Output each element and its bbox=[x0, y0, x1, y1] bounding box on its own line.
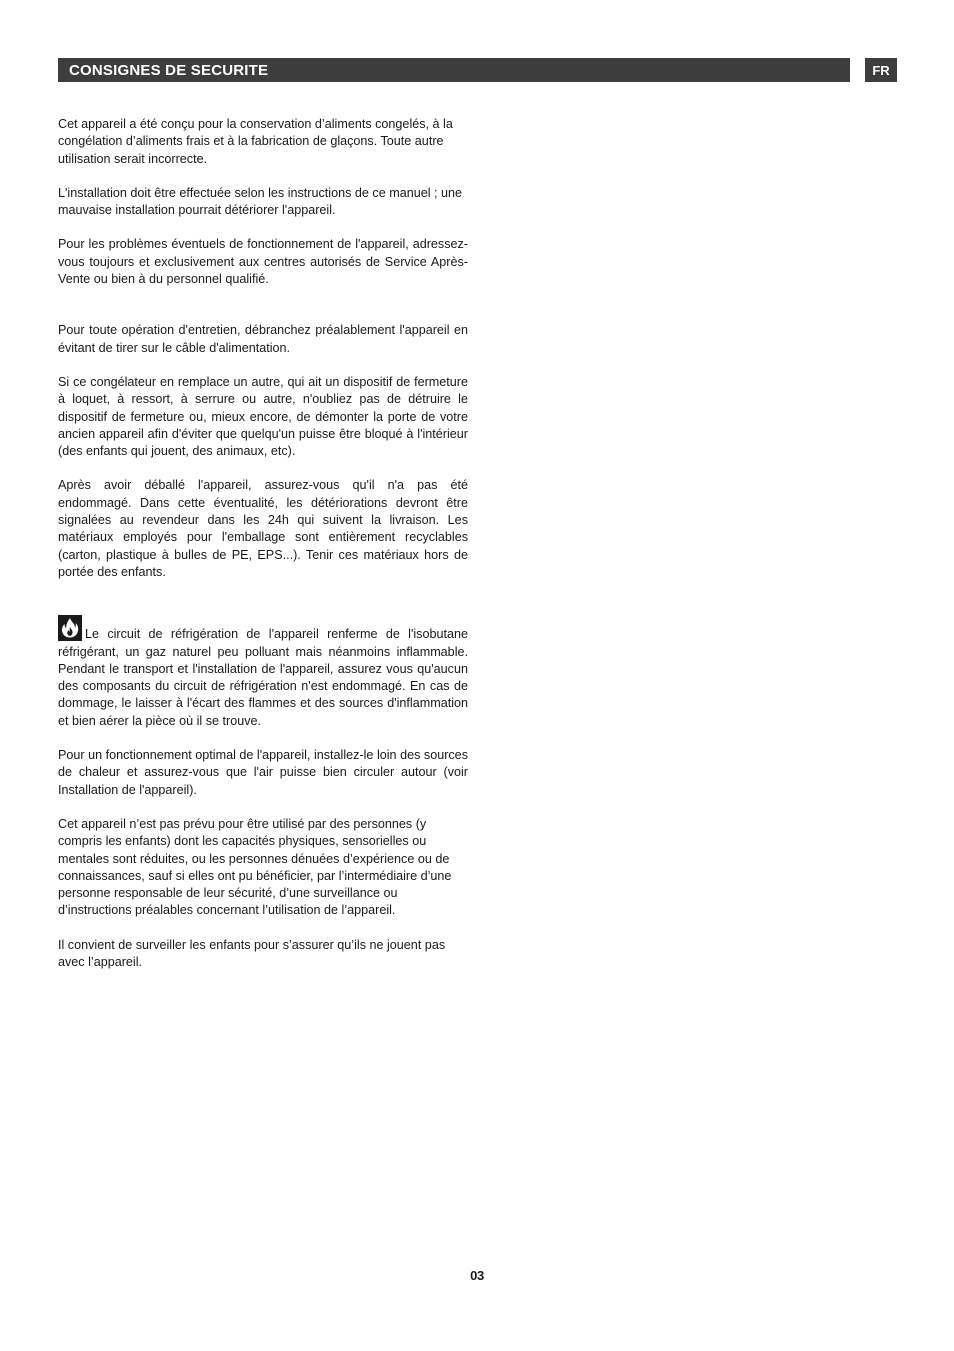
refrigerant-text: Le circuit de réfrigération de l'appareil renferme de l'isobutane réfrigérant, un gaz naturel peu polluant mais néanmoins inflammable. Pendant le transport et l'installation de l'appareil, assurez vous qu'aucun des composants du circuit de réfrigération n'est endommagé. En cas de dommage, le laisser à l'écart des flammes et des sources d'inflammation et bien aérer la pièce où il se trouve. bbox=[58, 627, 468, 728]
page-number: 03 bbox=[470, 1268, 484, 1283]
paragraph-spacer bbox=[58, 305, 468, 322]
language-badge bbox=[865, 58, 897, 82]
paragraph-service: Pour les problèmes éventuels de fonctionnement de l'appareil, adressez-vous toujours et exclusivement aux centres autorisés de Service Après-Vente ou bien à du personnel qualifié. bbox=[58, 237, 468, 287]
paragraph-reduced-capacity: Cet appareil n’est pas prévu pour être utilisé par des personnes (y compris les enfants) dont les capacités physiques, sensorielles ou mentales sont réduites, ou les personnes dénuées d’expérience ou de connaissances, sauf si elles ont pu bénéficier, par l’intermédiaire d’une personne responsable de leur sécurité, d’une surveillance ou d’instructions préalables concernant l’utilisation de l’appareil. bbox=[58, 816, 452, 918]
section-header-bar bbox=[58, 58, 850, 82]
paragraph-spacer bbox=[58, 598, 468, 615]
paragraph-children: Il convient de surveiller les enfants pour s’assurer qu’ils ne jouent pas avec l’appareil. bbox=[58, 937, 446, 969]
paragraph-old-appliance: Si ce congélateur en remplace un autre, qui ait un dispositif de fermeture à loquet, à ressort, à serrure ou autre, n'oubliez pas de détruire le dispositif de fermeture ou, mieux encore, de démonter la porte de votre ancien appareil afin d'éviter que quelqu'un puisse être bloqué à l'intérieur (des enfants qui jouent, des animaux, etc). bbox=[58, 374, 468, 459]
paragraph-refrigerant bbox=[58, 615, 468, 730]
safety-instructions-column bbox=[58, 116, 468, 988]
paragraph-ventilation: Pour un fonctionnement optimal de l'appareil, installez-le loin des sources de chaleur et assurez-vous que l'air puisse bien circuler autour (voir Installation de l'appareil). bbox=[58, 748, 468, 797]
paragraph-maintenance: Pour toute opération d'entretien, débranchez préalablement l'appareil en évitant de tirer sur le câble d'alimentation. bbox=[58, 323, 468, 355]
section-title: CONSIGNES DE SECURITE bbox=[69, 61, 269, 79]
paragraph-installation: L'installation doit être effectuée selon les instructions de ce manuel ; une mauvaise installation pourrait détériorer l'appareil. bbox=[58, 185, 463, 218]
flammable-warning-icon bbox=[58, 615, 82, 641]
paragraph-intended-use: Cet appareil a été conçu pour la conservation d’aliments congelés, à la congélation d’aliments frais et à la fabrication de glaçons. Toute autre utilisation serait incorrecte. bbox=[58, 117, 453, 166]
paragraph-unpacking: Après avoir déballé l'appareil, assurez-vous qu'il n'a pas été endommagé. Dans cette éventualité, les détériorations devront être signalées au revendeur dans les 24h qui suivent la livraison. Les matériaux employés pour l'emballage sont entièrement recyclables (carton, plastique à bulles de PE, EPS...). Tenir ces matériaux hors de portée des enfants. bbox=[58, 478, 468, 579]
language-code: FR bbox=[872, 62, 890, 78]
